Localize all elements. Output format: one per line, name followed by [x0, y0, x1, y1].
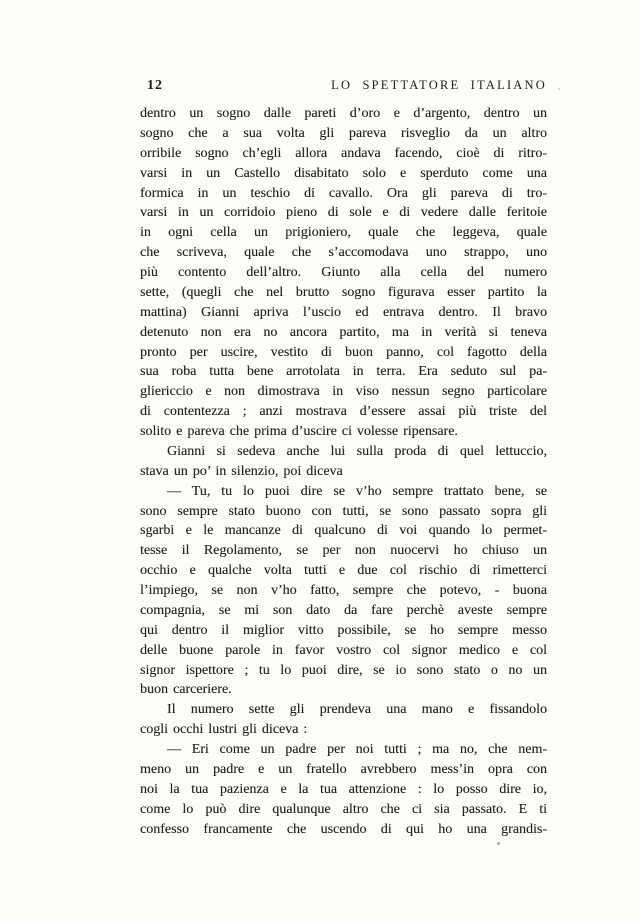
text-line: sua roba tutta bene arrotolata in terra. Era seduto sul pa-	[140, 364, 547, 380]
text-line: delle buone parole in favor vostro col signor medico e col	[140, 642, 547, 658]
text-line: occhio e qualche volta tutti e due col rischio di rimetterci	[140, 563, 547, 579]
text-line: signor ispettore ; tu lo puoi dire, se io sono stato o no un	[140, 662, 547, 678]
text-line: pronto per uscire, vestito di buon panno, col fagotto della	[140, 344, 547, 360]
running-title: LO SPETTATORE ITALIANO	[331, 78, 547, 92]
text-line: varsi in un corridoio pieno di sole e di vedere dalle feritoie	[140, 205, 547, 221]
page-body	[140, 104, 547, 839]
text-line: orribile sogno ch’egli allora andava facendo, cioè di ritro-	[140, 145, 547, 161]
text-line: detenuto non era no ancora partito, ma in verità si teneva	[140, 324, 547, 340]
text-line: buon carceriere.	[140, 682, 232, 698]
text-line: stava un po’ in silenzio, poi diceva	[140, 463, 343, 479]
text-line: mattina) Gianni apriva l’uscio ed entrava dentro. Il bravo	[140, 304, 547, 320]
text-line: più contento dell’altro. Giunto alla cella del numero	[140, 265, 547, 280]
text-line: varsi in un Castello disabitato solo e sperduto come una	[140, 165, 547, 181]
text-line: sogno che a sua volta gli pareva risveglio da un altro	[140, 125, 547, 141]
text-line: noi la tua pazienza e la tua attenzione : lo posso dire io,	[140, 781, 547, 797]
text-line: tesse il Regolamento, se per non nuocervi ho chiuso un	[140, 543, 547, 559]
scan-speck	[558, 88, 560, 90]
text-line: in ogni cella un prigioniero, quale che leggeva, quale	[140, 225, 547, 241]
text-line: solito e pareva che prima d’uscire ci volesse ripensare.	[140, 424, 458, 439]
text-line: — Tu, tu lo puoi dire se v’ho sempre trattato bene, se	[167, 483, 547, 499]
text-line: gliericcio e non dimostrava in viso nessun segno particolare	[140, 384, 547, 400]
text-line: dentro un sogno dalle pareti d’oro e d’argento, dentro un	[140, 106, 547, 121]
page-number: 12	[147, 78, 163, 93]
text-line: meno un padre e un fratello avrebbero mess’in opra con	[140, 761, 547, 777]
text-line: sgarbi e le mancanze di qualcuno di voi quando lo permet-	[140, 523, 547, 539]
text-line: l’impiego, se non v’ho fatto, sempre che potevo, - buona	[140, 583, 547, 598]
text-line: — Eri come un padre per noi tutti ; ma no, che nem-	[167, 742, 547, 757]
page-content	[140, 78, 547, 839]
text-line: formica in un teschio di cavallo. Ora gli pareva di tro-	[140, 185, 547, 201]
page-header	[140, 78, 547, 94]
text-line: che scriveva, quale che s’accomodava uno strappo, uno	[140, 245, 547, 261]
text-line: Gianni si sedeva anche lui sulla proda di quel lettuccio,	[167, 443, 547, 459]
text-line: qui dentro il miglior vitto possibile, se ho sempre messo	[140, 622, 547, 638]
text-line: Il numero sette gli prendeva una mano e fissandolo	[167, 702, 547, 718]
text-line: di contentezza ; anzi mostrava d’essere assai più triste del	[140, 404, 547, 420]
text-line: cogli occhi lustri gli diceva :	[140, 722, 308, 738]
scan-speck	[497, 842, 500, 845]
text-line: confesso francamente che uscendo di qui ho una grandis-	[140, 821, 547, 837]
text-line: come lo può dire qualunque altro che ci sia passato. E ti	[140, 801, 547, 817]
text-line: compagnia, se mi son dato da fare perchè aveste sempre	[140, 602, 547, 618]
text-line: sette, (quegli che nel brutto sogno figurava esser partito la	[140, 284, 547, 300]
text-line: sono sempre stato buono con tutti, se sono passato sopra gli	[140, 503, 547, 519]
